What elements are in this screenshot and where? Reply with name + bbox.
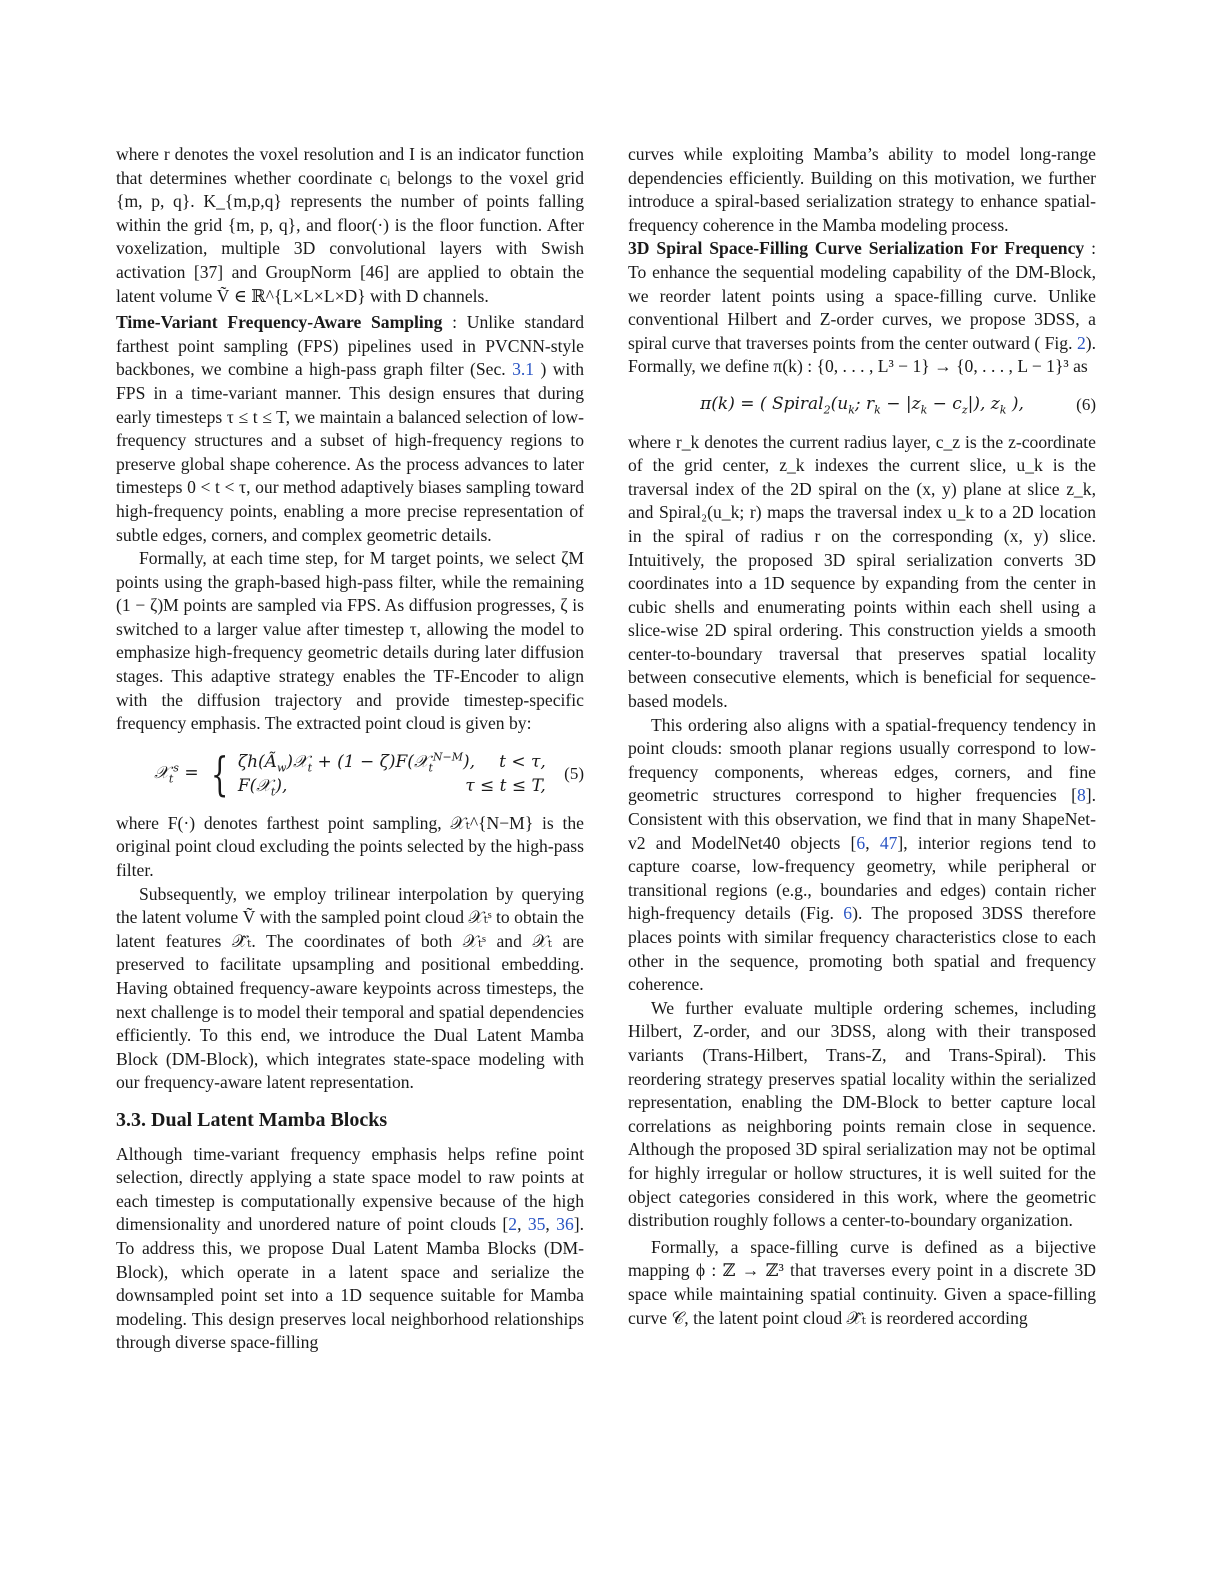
ref-link-36[interactable]: 36 — [556, 1214, 574, 1235]
paragraph-dm-block: Although time-variant frequency emphasis helps refine point selection, directly applying a state space model to raw points at each timestep is computationally expensive because of the high dimensionality and unordered nature of point clouds [2, 35, 36]. To address this, we propose Dual Latent Mamba Blocks (DM-Block), which operate in a latent space and serialize the downsampled point set into a 1D sequence suitable for Mamba modeling. This design preserves local neighborhood relationships through diverse space-filling — [116, 1143, 585, 1353]
ref-link-2[interactable]: 2 — [508, 1214, 518, 1235]
equation-6 — [628, 393, 1096, 417]
ref-link-35[interactable]: 35 — [527, 1214, 546, 1235]
paragraph-3dss: 3D Spiral Space-Filling Curve Serialization For Frequency : To enhance the sequential modeling capability of the DM-Block, we reorder latent points using a space-filling curve. Unlike conventional Hilbert and Z-order curves, we propose 3DSS, a spiral curve that traverses points from the center outward ( Fig. 2). Formally, we define π(k) : {0, . . . , L³ − 1} → {0, . . . , L − 1}³ as — [628, 238, 1097, 377]
eq5-case-1-expr: $\zeta h(Ã_w)𝒳_t + (1$ − ζ)F(𝒳$_t^{N-M}$), — [237, 750, 476, 775]
paragraph-curves-continued: curves while exploiting Mamba’s ability to model long-range dependencies efficiently. Building on this motivation, we further introduce a spiral-based serialization strategy to enhance spatial-frequency coherence in the Mamba modeling process. — [628, 144, 1096, 235]
paragraph-radius-layer: where r_k denotes the current radius layer, c_z is the z-coordinate of the grid center, z_k indexes the current slice, u_k is the traversal index of the 2D spiral on the (x, y) plane at slice z_k, and Spiral₂(u_k; r) maps the traversal index u_k to a 2D location in the spiral of radius r on the corresponding (x, y) slice. Intuitively, the proposed 3D spiral serialization converts 3D coordinates into a 1D sequence by expanding from the center in cubic shells and enumerating points within each shell using a slice-wise 2D spiral ordering. This construction yields a smooth center-to-boundary traversal that preserves spatial locality between consecutive elements, which is beneficial for sequence-based models. — [628, 431, 1096, 712]
equation-number-6: (6) — [1076, 394, 1096, 414]
sampling-text-1: : Unlike standard farthest point sampling (FPS) pipelines used in PVCNN-style backbones, we combine a high-pass graph filter (Sec. — [116, 312, 584, 380]
eq5-case-2-expr: F(𝒳$_t$), — [237, 775, 288, 799]
paragraph-formally-sampling: Formally, at each time step, for M target points, we select ζM points using the graph-based high-pass filter, while the remaining (1 − ζ)M points are sampled via FPS. As diffusion progresses, ζ is switched to a larger value after timestep τ, allowing the model to emphasize high-frequency geometric details during later diffusion stages. This adaptive strategy enables the TF-Encoder to align with the diffusion trajectory and provide timestep-specific frequency emphasis. The extracted point cloud is given by: — [116, 548, 584, 734]
paragraph-sampling — [116, 311, 584, 547]
ref-link-fig-2[interactable]: 2 — [1076, 332, 1086, 353]
ref-link-fig-6[interactable]: 6 — [843, 903, 853, 924]
equation-5 — [116, 746, 584, 801]
eq5-case-1-cond: t < τ, — [499, 751, 546, 772]
paragraph-ordering-tendency: This ordering also aligns with a spatial-frequency tendency in point clouds: smooth planar regions usually correspond to low-frequency components, whereas edges, corners, and fine geometric structures correspond to higher frequencies [8]. Consistent with this observation, we find that in many ShapeNet-v2 and ModelNet40 objects [6, 47], interior regions tend to capture coarse, low-frequency geometry, while peripheral or transitional regions (e.g., boundaries and edges) contain richer high-frequency details (Fig. 6). The proposed 3DSS therefore places points with similar frequency characteristics close to each other in the sequence, promoting both spatial and frequency coherence. — [628, 714, 1097, 995]
eq5-case-2-cond: τ ≤ t ≤ T, — [465, 775, 546, 796]
right-column — [628, 143, 1096, 1330]
ref-link-sec-3-1[interactable]: 3.1 — [512, 359, 535, 380]
eq5-lhs: 𝒳$_t^s$ = — [154, 761, 199, 786]
paragraph-ordering-schemes: We further evaluate multiple ordering schemes, including Hilbert, Z-order, and our 3DSS, along with their transposed variants (Trans-Hilbert, Trans-Z, and Trans-Spiral). This reordering strategy preserves spatial locality within the serialized representation, enabling the DM-Block to better capture local correlations as neighboring points remain close in sequence. Although the proposed 3D spiral serialization may not be optimal for highly irregular or hollow structures, it is well suited for the object categories considered in this work, where the geometric distribution roughly follows a center-to-boundary organization. — [628, 997, 1096, 1231]
sampling-text-2: ) with FPS in a time-variant manner. This design ensures that during early timesteps τ ≤ t ≤ T, we maintain a balanced selection of low-frequency structures and a subset of high-frequency regions to preserve global shape coherence. As the process advances to later timesteps 0 < t < τ, our method adaptively biases sampling toward high-frequency points, enabling a more precise representation of subtle edges, corners, and complex geometric details. — [116, 359, 584, 545]
paragraph-trilinear: Subsequently, we employ trilinear interpolation by querying the latent volume Ṽ with the sampled point cloud 𝒳ₜˢ to obtain the latent features 𝒳̂ₜ. The coordinates of both 𝒳ₜˢ and 𝒳ₜ are preserved to facilitate upsampling and positional embedding. Having obtained frequency-aware keypoints across timesteps, the next challenge is to model their temporal and spatial dependencies efficiently. To this end, we introduce the Dual Latent Mamba Block (DM-Block), which integrates state-space modeling with our frequency-aware latent representation. — [116, 883, 584, 1093]
eq5-cases: { $\zeta h(Ã_w)𝒳_t + (1$ − ζ)F(𝒳$_t^{N-M}$), t < τ, F(𝒳$_t$), τ ≤ t ≤ T, — [210, 746, 546, 801]
paragraph-voxel-intro: where r denotes the voxel resolution and I is an indicator function that determines whether coordinate cᵢ belongs to the voxel grid {m, p, q}. K_{m,p,q} represents the number of points falling within the grid {m, p, q}, and floor(·) is the floor function. After voxelization, multiple 3D convolutional layers with Swish activation [37] and GroupNorm [46] are applied to obtain the latent volume Ṽ ∈ ℝ^{L×L×L×D} with D channels. — [116, 144, 584, 306]
eq6-body: π(k) = ( $Spiral_2(u_k$; $r_k - |z_k - c_z|$), $z_k$ ), — [700, 393, 1024, 417]
paragraph-formally-curve: Formally, a space-filling curve is defined as a bijective mapping ϕ : ℤ → ℤ³ that traverses every point in a discrete 3D space while maintaining spatial continuity. Given a space-filling curve 𝒞, the latent point cloud 𝒳̂ₜ is reordered according — [628, 1236, 1096, 1328]
ref-link-8[interactable]: 8 — [1076, 785, 1086, 806]
run-in-heading-3dss: 3D Spiral Space-Filling Curve Serialization For Frequency — [628, 238, 1085, 259]
run-in-heading-sampling: Time-Variant Frequency-Aware Sampling — [116, 312, 443, 333]
paragraph-farthest-point: where F(·) denotes farthest point sampling, 𝒳ₜ^{N−M} is the original point cloud excluding the points selected by the high-pass filter. — [116, 812, 584, 881]
ref-link-47[interactable]: 47 — [879, 832, 898, 853]
section-heading-3-3: 3.3. Dual Latent Mamba Blocks — [116, 1108, 388, 1131]
ref-link-6[interactable]: 6 — [856, 832, 866, 853]
left-column — [116, 143, 584, 1355]
equation-number-5: (5) — [564, 764, 584, 784]
